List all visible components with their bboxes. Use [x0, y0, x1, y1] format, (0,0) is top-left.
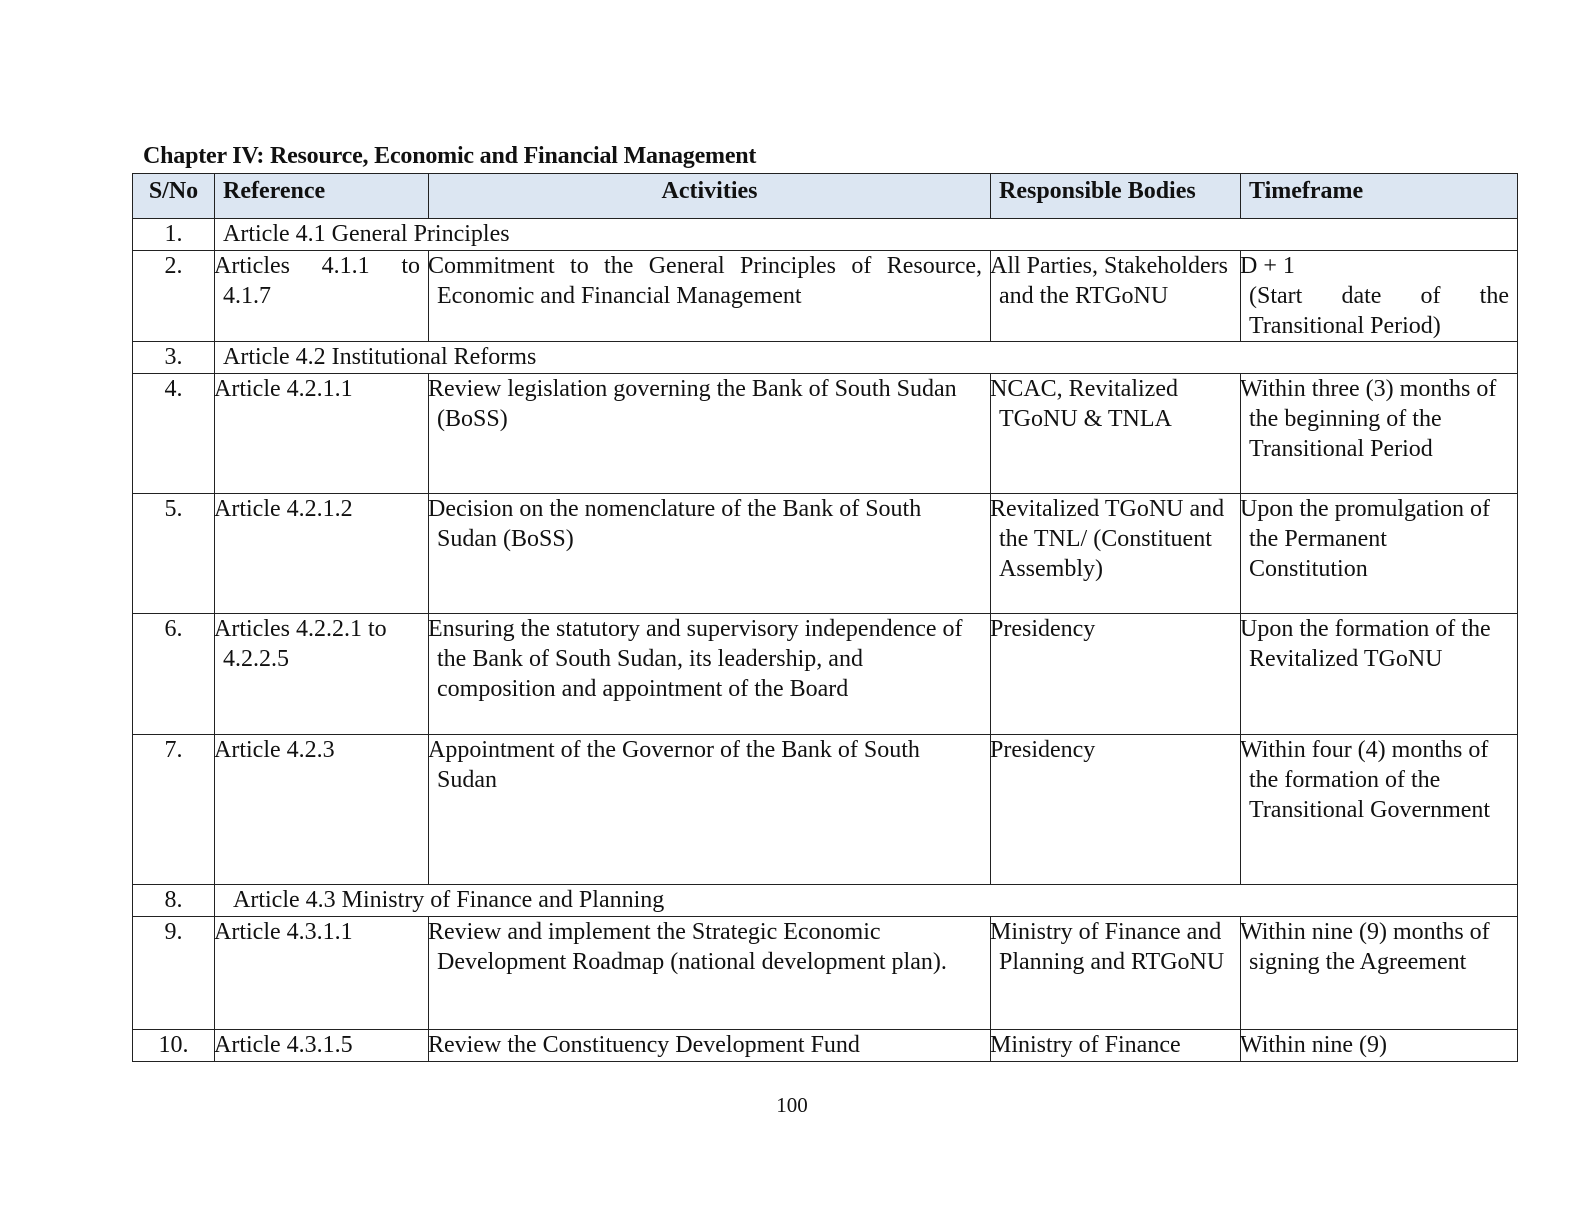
row-number: 5.	[133, 494, 215, 614]
reference-cell: Article 4.2.1.2	[215, 494, 429, 614]
activity-cell: Review the Constituency Development Fund	[429, 1030, 991, 1062]
table-row	[133, 917, 1518, 1030]
timeframe-cell	[1241, 251, 1518, 342]
row-number: 10.	[133, 1030, 215, 1062]
responsible-cell: All Parties, Stakeholders and the RTGoNU	[991, 251, 1241, 342]
section-title: Article 4.1 General Principles	[215, 219, 1518, 251]
header-responsible-bodies: Responsible Bodies	[991, 174, 1241, 219]
table-header-row	[133, 174, 1518, 219]
responsible-cell: Presidency	[991, 735, 1241, 885]
row-number: 9.	[133, 917, 215, 1030]
header-activities: Activities	[429, 174, 991, 219]
reference-cell: Article 4.2.3	[215, 735, 429, 885]
timeframe-cell: Within four (4) months of the formation of the Transitional Government	[1241, 735, 1518, 885]
section-row	[133, 342, 1518, 374]
activity-cell: Ensuring the statutory and supervisory independence of the Bank of South Sudan, its leadership, and composition and appointment of the Board	[429, 614, 991, 735]
row-number: 2.	[133, 251, 215, 342]
table-row	[133, 1030, 1518, 1062]
table-row	[133, 614, 1518, 735]
reference-cell: Article 4.2.1.1	[215, 374, 429, 494]
reference-cell: Articles 4.2.2.1 to 4.2.2.5	[215, 614, 429, 735]
section-title: Article 4.3 Ministry of Finance and Planning	[215, 885, 1518, 917]
page-title: Chapter IV: Resource, Economic and Financial Management	[143, 143, 757, 169]
activity-cell: Decision on the nomenclature of the Bank of South Sudan (BoSS)	[429, 494, 991, 614]
implementation-table	[132, 173, 1518, 1062]
header-reference: Reference	[215, 174, 429, 219]
header-timeframe: Timeframe	[1241, 174, 1518, 219]
activity-cell: Review and implement the Strategic Economic Development Roadmap (national development plan).	[429, 917, 991, 1030]
section-row	[133, 219, 1518, 251]
table-row	[133, 735, 1518, 885]
page-number: 100	[776, 1093, 808, 1117]
timeframe-line: D + 1	[1240, 253, 1295, 279]
row-number: 1.	[133, 219, 215, 251]
row-number: 6.	[133, 614, 215, 735]
reference-cell: Articles 4.1.1 to 4.1.7	[215, 251, 429, 342]
row-number: 8.	[133, 885, 215, 917]
timeframe-cell: Upon the promulgation of the Permanent Constitution	[1241, 494, 1518, 614]
activity-cell: Commitment to the General Principles of Resource, Economic and Financial Management	[429, 251, 991, 342]
table-row	[133, 494, 1518, 614]
responsible-cell: Ministry of Finance	[991, 1030, 1241, 1062]
timeframe-line: (Start date of the Transitional Period)	[1249, 283, 1509, 339]
section-title: Article 4.2 Institutional Reforms	[215, 342, 1518, 374]
responsible-cell: NCAC, Revitalized TGoNU & TNLA	[991, 374, 1241, 494]
table-row	[133, 251, 1518, 342]
timeframe-cell: Within nine (9) months of signing the Agreement	[1241, 917, 1518, 1030]
table-row	[133, 374, 1518, 494]
row-number: 3.	[133, 342, 215, 374]
reference-cell: Article 4.3.1.5	[215, 1030, 429, 1062]
timeframe-cell: Within three (3) months of the beginning of the Transitional Period	[1241, 374, 1518, 494]
timeframe-cell: Within nine (9)	[1241, 1030, 1518, 1062]
row-number: 4.	[133, 374, 215, 494]
section-row	[133, 885, 1518, 917]
timeframe-cell: Upon the formation of the Revitalized TGoNU	[1241, 614, 1518, 735]
responsible-cell: Ministry of Finance and Planning and RTGoNU	[991, 917, 1241, 1030]
responsible-cell: Presidency	[991, 614, 1241, 735]
row-number: 7.	[133, 735, 215, 885]
header-sno: S/No	[133, 174, 215, 219]
responsible-cell: Revitalized TGoNU and the TNL/ (Constituent Assembly)	[991, 494, 1241, 614]
reference-cell: Article 4.3.1.1	[215, 917, 429, 1030]
activity-cell: Appointment of the Governor of the Bank of South Sudan	[429, 735, 991, 885]
activity-cell: Review legislation governing the Bank of South Sudan (BoSS)	[429, 374, 991, 494]
